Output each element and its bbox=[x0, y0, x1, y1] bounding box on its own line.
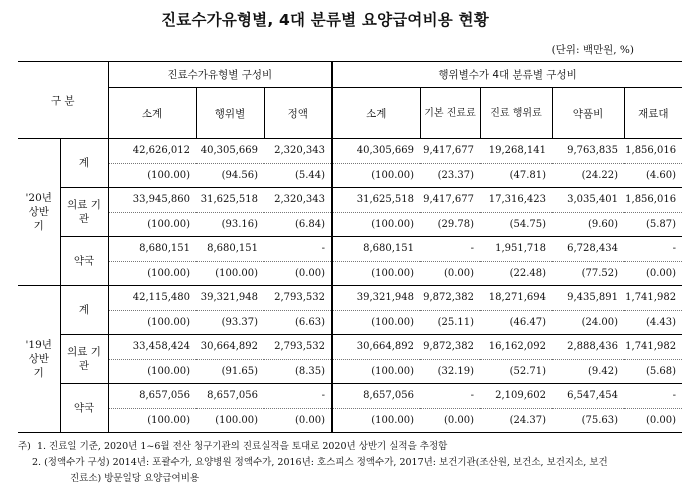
cell-ratio: (0.00) bbox=[420, 408, 480, 433]
cell-ratio: (100.00) bbox=[108, 359, 196, 384]
cell-ratio: (100.00) bbox=[332, 261, 420, 286]
table-row bbox=[18, 335, 682, 360]
cell-value: - bbox=[420, 384, 480, 409]
group-label: 계 bbox=[60, 139, 108, 188]
cell-value: - bbox=[420, 237, 480, 262]
cell-ratio: (5.87) bbox=[624, 212, 682, 237]
header-col-fixed: 정액 bbox=[264, 88, 332, 139]
cell-ratio: (0.00) bbox=[264, 261, 332, 286]
cell-ratio: (0.00) bbox=[624, 408, 682, 433]
cell-ratio: (0.00) bbox=[420, 261, 480, 286]
header-col-drug: 약품비 bbox=[552, 88, 624, 139]
group-label: 의료 기관 bbox=[60, 335, 108, 384]
cell-value: - bbox=[264, 384, 332, 409]
cell-ratio: (94.56) bbox=[196, 163, 264, 188]
cell-value: 2,320,343 bbox=[264, 139, 332, 164]
cell-value: 19,268,141 bbox=[480, 139, 552, 164]
header-col-basic-care: 기본 진료료 bbox=[420, 88, 480, 139]
table-row bbox=[18, 163, 682, 188]
cell-ratio: (25.11) bbox=[420, 310, 480, 335]
header-category: 구 분 bbox=[18, 62, 108, 139]
cell-ratio: (46.47) bbox=[480, 310, 552, 335]
cell-value: 31,625,518 bbox=[196, 188, 264, 213]
cell-value: - bbox=[624, 237, 682, 262]
footnote-1-text: 1. 진료일 기준, 2020년 1~6월 전산 청구기관의 진료실적을 토대로 2020년 상반기 실적을 추정함 bbox=[36, 441, 448, 452]
table-row bbox=[18, 359, 682, 384]
group-label: 계 bbox=[60, 286, 108, 335]
cell-value: 9,763,835 bbox=[552, 139, 624, 164]
period-label: '19년 상반기 bbox=[18, 286, 60, 433]
table-row bbox=[18, 139, 682, 164]
footnote-1 bbox=[18, 439, 638, 455]
cell-value: 30,664,892 bbox=[196, 335, 264, 360]
header-col-fee-for-service: 행위별 bbox=[196, 88, 264, 139]
cell-value: 8,680,151 bbox=[108, 237, 196, 262]
cell-value: 1,741,982 bbox=[624, 286, 682, 311]
cell-ratio: (100.00) bbox=[108, 163, 196, 188]
cell-ratio: (32.19) bbox=[420, 359, 480, 384]
cell-value: 9,872,382 bbox=[420, 335, 480, 360]
cell-ratio: (100.00) bbox=[332, 359, 420, 384]
cell-value: 6,728,434 bbox=[552, 237, 624, 262]
cell-ratio: (91.65) bbox=[196, 359, 264, 384]
cell-ratio: (23.37) bbox=[420, 163, 480, 188]
header-col-procedure: 진료 행위료 bbox=[480, 88, 552, 139]
cell-ratio: (100.00) bbox=[332, 163, 420, 188]
cell-value: 33,945,860 bbox=[108, 188, 196, 213]
cell-ratio: (9.60) bbox=[552, 212, 624, 237]
cell-ratio: (100.00) bbox=[196, 261, 264, 286]
cell-ratio: (54.75) bbox=[480, 212, 552, 237]
cell-value: 39,321,948 bbox=[196, 286, 264, 311]
cell-ratio: (4.43) bbox=[624, 310, 682, 335]
cell-value: 1,856,016 bbox=[624, 139, 682, 164]
cell-value: 17,316,423 bbox=[480, 188, 552, 213]
cell-value: 8,657,056 bbox=[108, 384, 196, 409]
cell-value: 9,872,382 bbox=[420, 286, 480, 311]
cell-value: 3,035,401 bbox=[552, 188, 624, 213]
cell-ratio: (100.00) bbox=[332, 212, 420, 237]
cell-value: 16,162,092 bbox=[480, 335, 552, 360]
table-row bbox=[18, 188, 682, 213]
cell-ratio: (6.84) bbox=[264, 212, 332, 237]
cell-value: 2,793,532 bbox=[264, 286, 332, 311]
cell-ratio: (77.52) bbox=[552, 261, 624, 286]
cell-value: - bbox=[264, 237, 332, 262]
cell-value: 42,626,012 bbox=[108, 139, 196, 164]
cell-value: 33,458,424 bbox=[108, 335, 196, 360]
table-row bbox=[18, 286, 682, 311]
cell-value: 1,856,016 bbox=[624, 188, 682, 213]
cell-value: - bbox=[624, 384, 682, 409]
cell-value: 6,547,454 bbox=[552, 384, 624, 409]
cell-value: 8,680,151 bbox=[332, 237, 420, 262]
cell-ratio: (9.42) bbox=[552, 359, 624, 384]
cell-ratio: (100.00) bbox=[332, 310, 420, 335]
cell-ratio: (24.37) bbox=[480, 408, 552, 433]
cell-ratio: (4.60) bbox=[624, 163, 682, 188]
cell-ratio: (29.78) bbox=[420, 212, 480, 237]
cell-value: 2,320,343 bbox=[264, 188, 332, 213]
cell-ratio: (22.48) bbox=[480, 261, 552, 286]
table-row bbox=[18, 384, 682, 409]
cell-value: 2,793,532 bbox=[264, 335, 332, 360]
page-title: 진료수가유형별, 4대 분류별 요양급여비용 현황 bbox=[161, 11, 489, 29]
cell-ratio: (93.16) bbox=[196, 212, 264, 237]
cell-ratio: (47.81) bbox=[480, 163, 552, 188]
footnote-prefix: 주) bbox=[18, 441, 31, 452]
cell-ratio: (52.71) bbox=[480, 359, 552, 384]
unit-label: (단위: 백만원, %) bbox=[551, 44, 634, 56]
cell-ratio: (24.22) bbox=[552, 163, 624, 188]
cell-value: 18,271,694 bbox=[480, 286, 552, 311]
group-label: 약국 bbox=[60, 237, 108, 286]
footnote-2-text-cont: 진료소) 방문일당 요양급여비용 bbox=[70, 473, 200, 484]
footnote-2 bbox=[18, 455, 638, 471]
cell-ratio: (100.00) bbox=[108, 212, 196, 237]
cell-value: 40,305,669 bbox=[332, 139, 420, 164]
cell-value: 30,664,892 bbox=[332, 335, 420, 360]
table-row bbox=[18, 237, 682, 262]
table-row bbox=[18, 212, 682, 237]
cell-value: 1,741,982 bbox=[624, 335, 682, 360]
cell-ratio: (100.00) bbox=[108, 261, 196, 286]
header-col-subtotal: 소계 bbox=[108, 88, 196, 139]
cell-value: 8,657,056 bbox=[196, 384, 264, 409]
cell-value: 9,417,677 bbox=[420, 188, 480, 213]
cell-ratio: (5.44) bbox=[264, 163, 332, 188]
cell-ratio: (0.00) bbox=[624, 261, 682, 286]
cell-value: 2,109,602 bbox=[480, 384, 552, 409]
cell-value: 9,417,677 bbox=[420, 139, 480, 164]
cell-ratio: (100.00) bbox=[332, 408, 420, 433]
cell-ratio: (100.00) bbox=[108, 408, 196, 433]
cell-value: 8,657,056 bbox=[332, 384, 420, 409]
header-group-4class: 행위별수가 4대 분류별 구성비 bbox=[332, 62, 682, 88]
group-label: 약국 bbox=[60, 384, 108, 433]
cell-value: 42,115,480 bbox=[108, 286, 196, 311]
cell-value: 8,680,151 bbox=[196, 237, 264, 262]
cell-value: 31,625,518 bbox=[332, 188, 420, 213]
cell-value: 1,951,718 bbox=[480, 237, 552, 262]
cell-ratio: (100.00) bbox=[196, 408, 264, 433]
footnote-2-continued bbox=[18, 471, 638, 487]
cell-value: 39,321,948 bbox=[332, 286, 420, 311]
cell-ratio: (0.00) bbox=[264, 408, 332, 433]
cell-ratio: (93.37) bbox=[196, 310, 264, 335]
cell-value: 9,435,891 bbox=[552, 286, 624, 311]
cell-ratio: (75.63) bbox=[552, 408, 624, 433]
footnotes bbox=[18, 439, 638, 487]
cell-value: 2,888,436 bbox=[552, 335, 624, 360]
cell-ratio: (5.68) bbox=[624, 359, 682, 384]
cell-ratio: (24.00) bbox=[552, 310, 624, 335]
header-col-material: 재료대 bbox=[624, 88, 682, 139]
group-label: 의료 기관 bbox=[60, 188, 108, 237]
footnote-2-text: 2. (정액수가 구성) 2014년: 포괄수가, 요양병원 정액수가, 2016년: 호스피스 정액수가, 2017년: 보건기관(조산원, 보건소, 보건지소, 보건 bbox=[32, 457, 608, 468]
header-group-type: 진료수가유형별 구성비 bbox=[108, 62, 332, 88]
statistics-table bbox=[18, 61, 682, 433]
cell-ratio: (6.63) bbox=[264, 310, 332, 335]
cell-ratio: (8.35) bbox=[264, 359, 332, 384]
table-row bbox=[18, 261, 682, 286]
table-row bbox=[18, 408, 682, 433]
cell-value: 40,305,669 bbox=[196, 139, 264, 164]
header-col-subtotal-2: 소계 bbox=[332, 88, 420, 139]
table-row bbox=[18, 310, 682, 335]
period-label: '20년 상반기 bbox=[18, 139, 60, 286]
cell-ratio: (100.00) bbox=[108, 310, 196, 335]
